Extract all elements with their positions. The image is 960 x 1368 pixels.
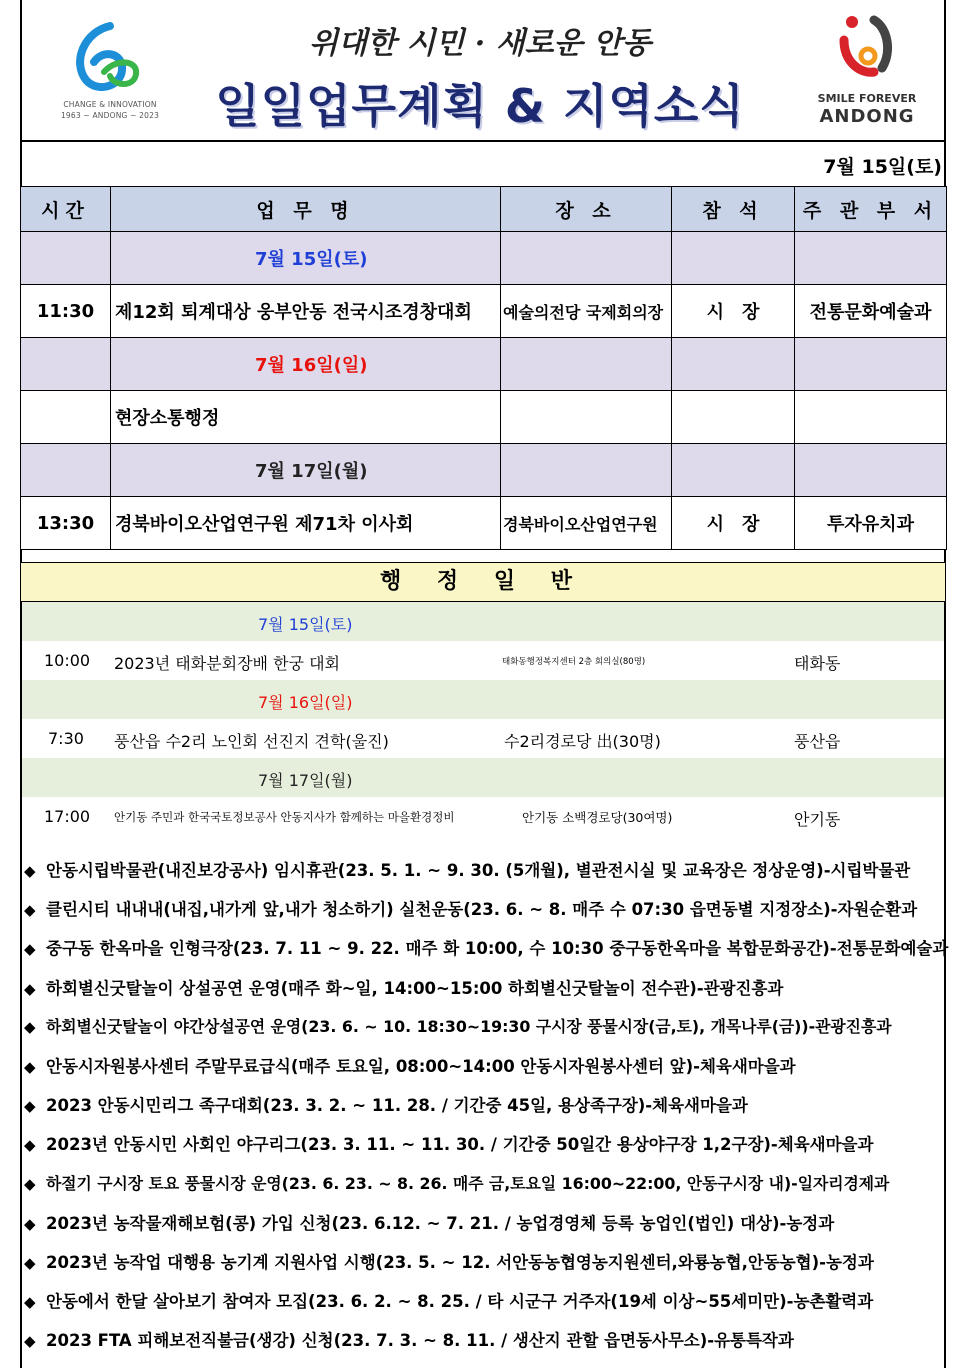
notice-text: 클린시티 내내내(내집,내가게 앞,내가 청소하기) 실천운동(23. 6. ~ 8. 매주 수 07:30 읍면동별 지정장소)-자원순환과 [46,900,918,920]
logo-subtitle-2: 1963 ~ ANDONG ~ 2023 [60,111,160,120]
diamond-icon: ◆ [24,862,36,880]
header-attend: 참 석 [672,187,795,232]
header-place: 장 소 [501,187,672,232]
table-row [21,497,947,550]
place-cell: 안기동 소백경로당(30여명) [522,810,673,825]
notice-text: 하회별신굿탈놀이 야간상설공연 운영(23. 6. ~ 10. 18:30~19:30 구시장 풍물시장(금,토), 개목나루(금))-관광진흥과 [46,1016,892,1036]
day-label: 7월 17일(월) [258,771,353,790]
day-label: 7월 16일(일) [258,693,353,712]
diamond-icon: ◆ [24,1017,36,1036]
task-cell: 제12회 퇴계대상 웅부안동 전국시조경창대회 [111,285,501,338]
notice-text: 2023 FTA 피해보전직불금(생강) 신청(23. 7. 3. ~ 8. 11. / 생산지 관할 읍면동사무소)-유통특작과 [46,1331,794,1351]
admin-item-row [22,797,944,836]
diamond-icon: ◆ [24,1293,36,1312]
diamond-icon: ◆ [24,940,36,959]
smile-logo-icon [834,12,900,88]
dept-cell: 풍산읍 [794,732,841,751]
notice-text: 안동시자원봉사센터 주말무료급식(매주 토요일, 08:00~14:00 안동시자원봉사센터 앞)-체육새마을과 [46,1056,796,1076]
attend-cell: 시 장 [672,285,795,338]
time-cell: 11:30 [21,285,111,338]
dept-cell: 투자유치과 [795,497,947,550]
task-cell: 경북바이오산업연구원 제71차 이사회 [111,497,501,550]
admin-day-row [22,602,944,641]
time-cell: 17:00 [44,807,91,826]
list-item [24,896,944,935]
logo-text-2: ANDONG [819,106,915,127]
admin-day-row [22,680,944,719]
task-cell: 안기동 주민과 한국국토정보공사 안동지사가 함께하는 마을환경정비 [114,810,455,824]
day-label: 7월 17일(월) [111,444,501,497]
dept-cell: 전통문화예술과 [795,285,947,338]
list-item [24,935,949,974]
task-cell: 현장소통행정 [111,391,501,444]
day-label: 7월 15일(토) [258,615,353,634]
place-cell [501,391,672,444]
logo-text-1: SMILE FOREVER [817,92,917,105]
diamond-icon: ◆ [24,1174,36,1193]
time-cell: 13:30 [21,497,111,550]
notice-text: 2023년 농작업 대행용 농기계 지원사업 시행(23. 5. ~ 12. 서안동농협영농지원센터,와룡농협,안동농협)-농정과 [46,1252,874,1272]
task-cell: 2023년 태화분회장배 한궁 대회 [114,654,340,673]
list-item [24,1249,944,1288]
table-row [21,232,947,285]
diamond-icon: ◆ [24,1332,36,1351]
attend-cell: 시 장 [672,497,795,550]
admin-day-row [22,758,944,797]
table-row [21,391,947,444]
time-cell: 7:30 [48,729,84,748]
dept-cell [795,391,947,444]
list-item [24,857,944,896]
notice-text: 2023년 농작물재해보험(콩) 가입 신청(23. 6.12. ~ 7. 21. / 농업경영체 등록 농업인(법인) 대상)-농정과 [46,1213,835,1233]
place-cell: 수2리경로당 出(30명) [504,732,661,751]
table-row [21,285,947,338]
list-item [24,1288,944,1327]
admin-item-row [22,719,944,758]
anniversary-logo [50,14,170,124]
day-label: 7월 15일(토) [111,232,501,285]
dept-cell: 태화동 [794,654,841,673]
list-item [24,1171,944,1210]
diamond-icon: ◆ [24,1253,36,1272]
task-cell: 풍산읍 수2리 노인회 선진지 견학(울진) [114,732,389,751]
diamond-icon: ◆ [24,1214,36,1233]
diamond-icon: ◆ [24,901,36,920]
header-dept: 주 관 부 서 [795,187,947,232]
time-cell: 10:00 [44,651,91,670]
notice-text: 하회별신굿탈놀이 상설공연 운영(매주 화~일, 14:00~15:00 하회별신굿탈놀이 전수관)-관광진흥과 [46,978,784,998]
table-header-row [21,187,947,232]
list-item [24,1053,944,1092]
notice-text: 안동시립박물관(내진보강공사) 임시휴관(23. 5. 1. ~ 9. 30. (5개월), 별관전시실 및 교육장은 정상운영)-시립박물관 [46,861,911,880]
diamond-icon: ◆ [24,1057,36,1076]
sixty-logo-icon [64,22,144,94]
logo-subtitle-1: CHANGE & INNOVATION [63,100,157,109]
list-item [24,1131,944,1170]
notice-text: 안동에서 한달 살아보기 참여자 모집(23. 6. 2. ~ 8. 25. / 타 시군구 거주자(19세 이상~55세미만)-농촌활력과 [46,1292,874,1312]
andong-logo [812,12,922,130]
notice-text: 2023년 안동시민 사회인 야구리그(23. 3. 11. ~ 11. 30. / 기간중 50일간 용상야구장 1,2구장)-체육새마을과 [46,1135,874,1155]
notice-text: 중구동 한옥마을 인형극장(23. 7. 11 ~ 9. 22. 매주 화 10:00, 수 10:30 중구동한옥마을 복합문화공간)-전통문화예술과 [46,939,949,959]
page-title: 일일업무계획 & 지역소식 [215,79,745,133]
notice-text: 하절기 구시장 토요 풍물시장 운영(23. 6. 23. ~ 8. 26. 매주 금,토요일 16:00~22:00, 안동구시장 내)-일자리경제과 [46,1173,890,1193]
header-task: 업 무 명 [111,187,501,232]
admin-section-title: 행 정 일 반 [20,562,946,602]
diamond-icon: ◆ [24,1097,36,1116]
time-cell [21,391,111,444]
table-row [21,444,947,497]
list-item [24,1092,944,1131]
schedule-table [20,186,947,550]
header-time: 시간 [21,187,111,232]
list-item [24,1327,944,1366]
date-row [20,140,946,186]
list-item [24,1210,944,1249]
report-date: 7월 15일(토) [823,156,942,178]
place-cell: 경북바이오산업연구원 [501,497,672,550]
table-row [21,338,947,391]
diamond-icon: ◆ [24,979,36,998]
place-cell: 태화동행정복지센터 2층 회의실(80명) [502,657,646,667]
notice-text: 2023 안동시민리그 족구대회(23. 3. 2. ~ 11. 28. / 기간중 45일, 용상족구장)-체육새마을과 [46,1096,748,1116]
list-item [24,975,944,1014]
admin-item-row [22,641,944,680]
slogan: 위대한 시민 · 새로운 안동 [308,26,652,61]
header [20,0,946,140]
place-cell: 예술의전당 국제회의장 [501,285,672,338]
day-label: 7월 16일(일) [111,338,501,391]
diamond-icon: ◆ [24,1136,36,1155]
attend-cell [672,391,795,444]
list-item [24,1014,944,1053]
notice-list [24,857,949,1366]
dept-cell: 안기동 [794,810,841,829]
